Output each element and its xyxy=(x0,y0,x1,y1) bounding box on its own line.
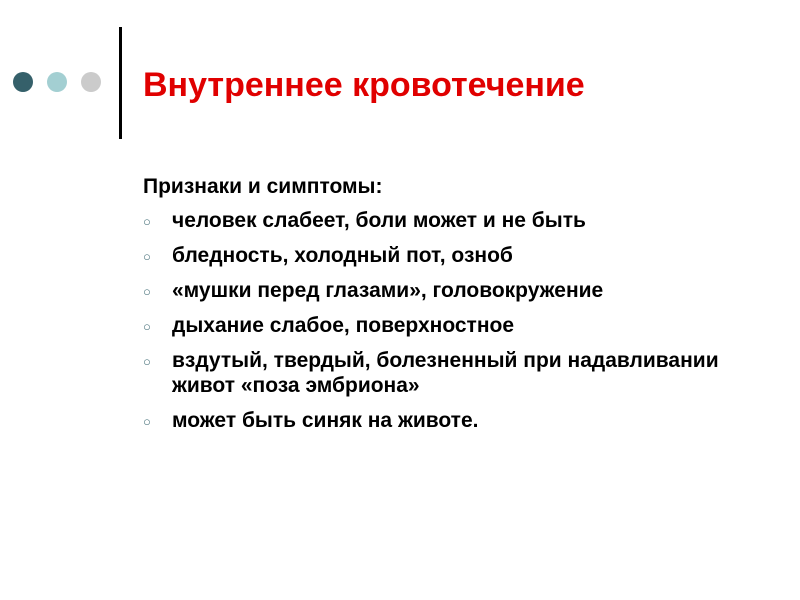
decor-dot-dark xyxy=(13,72,33,92)
list-item xyxy=(143,243,763,268)
list-item-text: вздутый, твердый, болезненный при надавливании живот «поза эмбриона» xyxy=(172,349,719,397)
list-item-text: «мушки перед глазами», головокружение xyxy=(172,279,604,302)
decor-dot-light xyxy=(47,72,67,92)
bullet-icon: ○ xyxy=(143,354,151,369)
list-item xyxy=(143,208,763,233)
list-item-text: бледность, холодный пот, озноб xyxy=(172,244,513,267)
bullet-icon: ○ xyxy=(143,284,151,299)
section-subtitle: Признаки и симптомы: xyxy=(143,175,383,198)
bullet-icon: ○ xyxy=(143,319,151,334)
list-item xyxy=(143,278,763,303)
list-item-text: человек слабеет, боли может и не быть xyxy=(172,209,586,232)
list-item xyxy=(143,313,763,338)
slide-title: Внутреннее кровотечение xyxy=(143,66,585,104)
bullet-icon: ○ xyxy=(143,214,151,229)
list-item-text: дыхание слабое, поверхностное xyxy=(172,314,515,337)
decor-dot-grey xyxy=(81,72,101,92)
slide-body xyxy=(143,174,763,443)
bullet-icon: ○ xyxy=(143,414,151,429)
bullet-icon: ○ xyxy=(143,249,151,264)
list-item-text: может быть синяк на животе. xyxy=(172,409,479,432)
list-item xyxy=(143,408,763,433)
symptom-list xyxy=(143,208,763,433)
vertical-divider xyxy=(119,27,122,139)
list-item xyxy=(143,348,763,398)
